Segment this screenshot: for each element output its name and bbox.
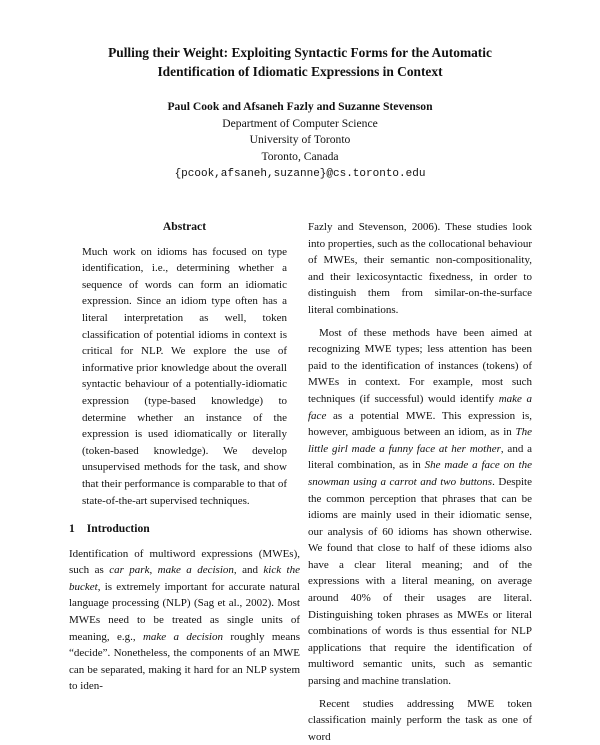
abstract-heading: Abstract [162, 220, 207, 233]
university: University of Toronto [249, 133, 351, 147]
location: Toronto, Canada [261, 149, 339, 163]
right-paragraph-1: Fazly and Stevenson, 2006). These studies look into properties, such as the collocational behaviour of MWEs, their semantic non-compositionality, and their lexicosyntactic fixedness, in order to distinguish them from similar-on-the-surface literal combinations. [308, 221, 532, 316]
author-block [100, 99, 500, 183]
section-number: 1 [69, 522, 75, 536]
department: Department of Computer Science [222, 116, 378, 130]
intro-paragraph-1: Identification of multiword expressions (MWEs), such as car park, make a decision, and kick the bucket, is extremely important for accurate natural language processing (NLP) (Sag et al., 2002). Most MWEs need to be treated as single units of meaning, e.g., make a decision roughly means “decide”. Nonetheless, the components of an MWE can be separated, making it hard for an NLP system to iden- [69, 547, 300, 693]
author-email: {pcook,afsaneh,suzanne}@cs.toronto.edu [174, 168, 426, 181]
paper-title [40, 43, 560, 81]
right-column [308, 219, 532, 745]
abstract-text: Much work on idioms has focused on type identification, i.e., determining whether a sequence of words can form an idiomatic expression. Since an idiom type often has a literal interpretation as well, token classification of potential idioms in context is critical for NLP. We explore the use of informative prior knowledge about the overall syntactic behaviour of a potentially-idiomatic expression (type-based knowledge) to determine whether an instance of the expression is used idiomatically or literally (token-based knowledge). We develop unsupervised methods for the task, and show that their performance is comparable to that of state-of-the-art supervised techniques. [82, 245, 287, 507]
section-heading-introduction [69, 521, 300, 538]
section-title: Introduction [86, 522, 150, 536]
title-line-1: Pulling their Weight: Exploiting Syntactic Forms for the Automatic [108, 45, 492, 60]
title-line-2: Identification of Idiomatic Expressions in Context [157, 64, 443, 79]
author-names: Paul Cook and Afsaneh Fazly and Suzanne Stevenson [167, 100, 433, 113]
right-paragraph-2: Most of these methods have been aimed at recognizing MWE types; less attention has been paid to the identification of instances (tokens) of MWEs in context. For example, most such techniques (if successful) would identify make a face as a potential MWE. This expression is, however, ambiguous between an idiom, as in The little girl made a funny face at her mother, and a literal combination, as in She made a face on the snowman using a carrot and two buttons. Despite the common perception that phrases that can be idioms are mainly used in their idiomatic sense, our analysis of 60 idioms has shown otherwise. We found that close to half of these idioms also have a clear literal meaning; and of the expressions with a literal meaning, on average around 40% of their usages are literal. Distinguishing token phrases as MWEs or literal combinations of words is thus essential for NLP applications that require the identification of multiword semantic units, such as semantic parsing and machine translation. [308, 326, 532, 688]
left-column [69, 219, 300, 695]
right-paragraph-3: Recent studies addressing MWE token classification mainly perform the task as one of word [308, 697, 532, 743]
